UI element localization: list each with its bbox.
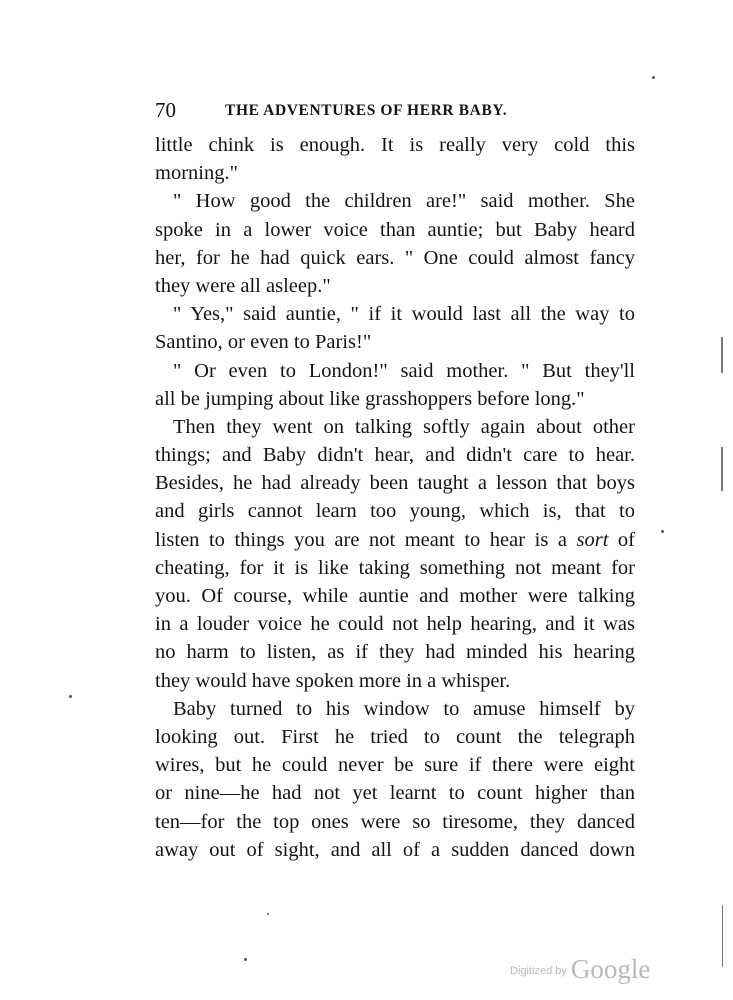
page-number: 70 xyxy=(155,98,176,122)
text-line: or nine—he had not yet learnt to count higher than xyxy=(155,782,635,805)
page-header xyxy=(155,96,635,124)
scan-speck xyxy=(652,76,655,79)
text-line: you. Of course, while auntie and mother were talking xyxy=(155,585,635,607)
text-line: cheating, for it is like taking something not meant for xyxy=(155,556,635,579)
emphasis: sort xyxy=(576,528,609,551)
scan-edge-mark xyxy=(721,337,723,373)
text-line: Besides, he had already been taught a lesson that boys xyxy=(155,472,635,495)
scan-edge-mark xyxy=(721,447,723,491)
text-segment: listen to things you are not meant to hear is a xyxy=(155,528,577,551)
text-line: looking out. First he tried to count the telegraph xyxy=(155,725,635,748)
scan-speck xyxy=(661,530,664,533)
text-line: spoke in a lower voice than auntie; but Baby heard xyxy=(155,218,635,241)
scan-edge-mark xyxy=(722,905,723,967)
watermark-brand: Google xyxy=(570,954,651,984)
text-line: away out of sight, and all of a sudden danced down xyxy=(155,838,635,861)
text-line: Then they went on talking softly again about other xyxy=(173,415,635,438)
watermark-prefix: Digitized by xyxy=(510,965,567,977)
text-line: little chink is enough. It is really very cold this xyxy=(155,134,635,156)
text-line: wires, but he could never be sure if there were eight xyxy=(155,754,635,777)
text-line: " How good the children are!" said mother. She xyxy=(173,190,635,213)
text-line: her, for he had quick ears. " One could almost fancy xyxy=(155,246,635,269)
text-line: all be jumping about like grasshoppers before long." xyxy=(155,387,585,410)
text-line: " Or even to London!" said mother. " But they'll xyxy=(173,359,635,382)
digitized-watermark xyxy=(510,954,650,988)
text-line: things; and Baby didn't hear, and didn't care to hear. xyxy=(155,444,635,467)
body-text xyxy=(155,131,635,864)
text-line: they were all asleep." xyxy=(155,274,331,297)
text-line: Baby turned to his window to amuse himself by xyxy=(173,697,635,720)
text-line xyxy=(155,526,635,554)
text-line: in a louder voice he could not help hearing, and it was xyxy=(155,613,635,636)
text-line: and girls cannot learn too young, which is, that to xyxy=(155,500,635,523)
text-line: they would have spoken more in a whisper. xyxy=(155,669,511,692)
running-head: THE ADVENTURES OF HERR BABY. xyxy=(225,102,508,119)
scan-speck xyxy=(69,695,72,698)
text-line: " Yes," said auntie, " if it would last all the way to xyxy=(173,303,635,326)
scan-speck xyxy=(267,913,269,915)
text-line: ten—for the top ones were so tiresome, they danced xyxy=(155,810,635,833)
text-line: Santino, or even to Paris!" xyxy=(155,331,372,354)
scan-speck xyxy=(244,958,247,961)
text-segment: of xyxy=(608,528,635,551)
text-line: morning." xyxy=(155,162,238,185)
text-line: no harm to listen, as if they had minded his hearing xyxy=(155,641,635,664)
